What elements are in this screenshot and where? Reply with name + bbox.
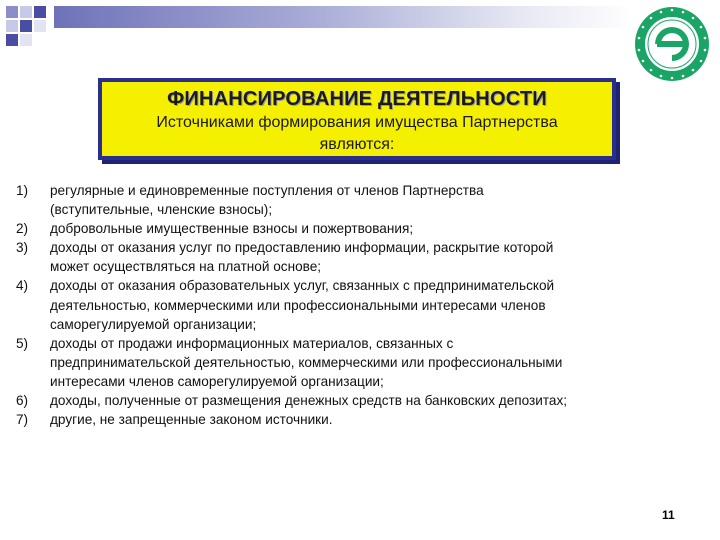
list-item-line: саморегулируемой организации;	[50, 316, 257, 332]
title-box	[98, 78, 616, 160]
list-item	[16, 391, 706, 410]
list-item-line: добровольные имущественные взносы и пожертвования;	[50, 221, 414, 237]
page-title: ФИНАНСИРОВАНИЕ ДЕЯТЕЛЬНОСТИ	[167, 88, 547, 110]
page-number: 11	[662, 508, 675, 522]
list-item-line: может осуществляться на платной основе;	[50, 259, 322, 275]
list-item-number: 5)	[16, 335, 29, 351]
list-item	[16, 334, 706, 391]
list-item-line: регулярные и единовременные поступления от членов Партнерства	[50, 183, 484, 198]
list-item-number: 7)	[16, 412, 29, 428]
list-item-line: доходы от оказания образовательных услуг, связанных с предпринимательской	[50, 278, 555, 294]
subtitle-line-2: являются:	[319, 136, 395, 153]
list-item-line: интересами членов саморегулируемой организации;	[50, 373, 384, 389]
list-item	[16, 410, 706, 429]
sources-list	[16, 181, 706, 429]
list-item-number: 1)	[16, 183, 29, 198]
list-item	[16, 181, 706, 219]
list-item-line: (вступительные, членские взносы);	[50, 202, 273, 218]
list-item-number: 2)	[16, 221, 29, 237]
list-item-number: 4)	[16, 278, 29, 294]
list-item-line: доходы, полученные от размещения денежных средств на банковских депозитах;	[50, 393, 568, 409]
list-item-line: предпринимательской деятельностью, коммерческими или профессиональными	[50, 354, 563, 370]
list-item-number: 6)	[16, 393, 29, 409]
seal-logo-icon	[633, 5, 711, 83]
list-item-line: доходы от оказания услуг по предоставлению информации, раскрытие которой	[50, 240, 554, 256]
list-item	[16, 276, 706, 333]
header-gradient-bar	[54, 6, 634, 28]
list-item-line: деятельностью, коммерческими или профессиональными интересами членов	[50, 297, 546, 313]
list-item-number: 3)	[16, 240, 29, 256]
list-item	[16, 238, 706, 276]
list-item-line: доходы от продажи информационных материалов, связанных с	[50, 335, 454, 351]
list-item	[16, 219, 706, 238]
subtitle-line-1: Источниками формирования имущества Партнерства	[156, 114, 558, 131]
list-item-line: другие, не запрещенные законом источники.	[50, 412, 333, 428]
